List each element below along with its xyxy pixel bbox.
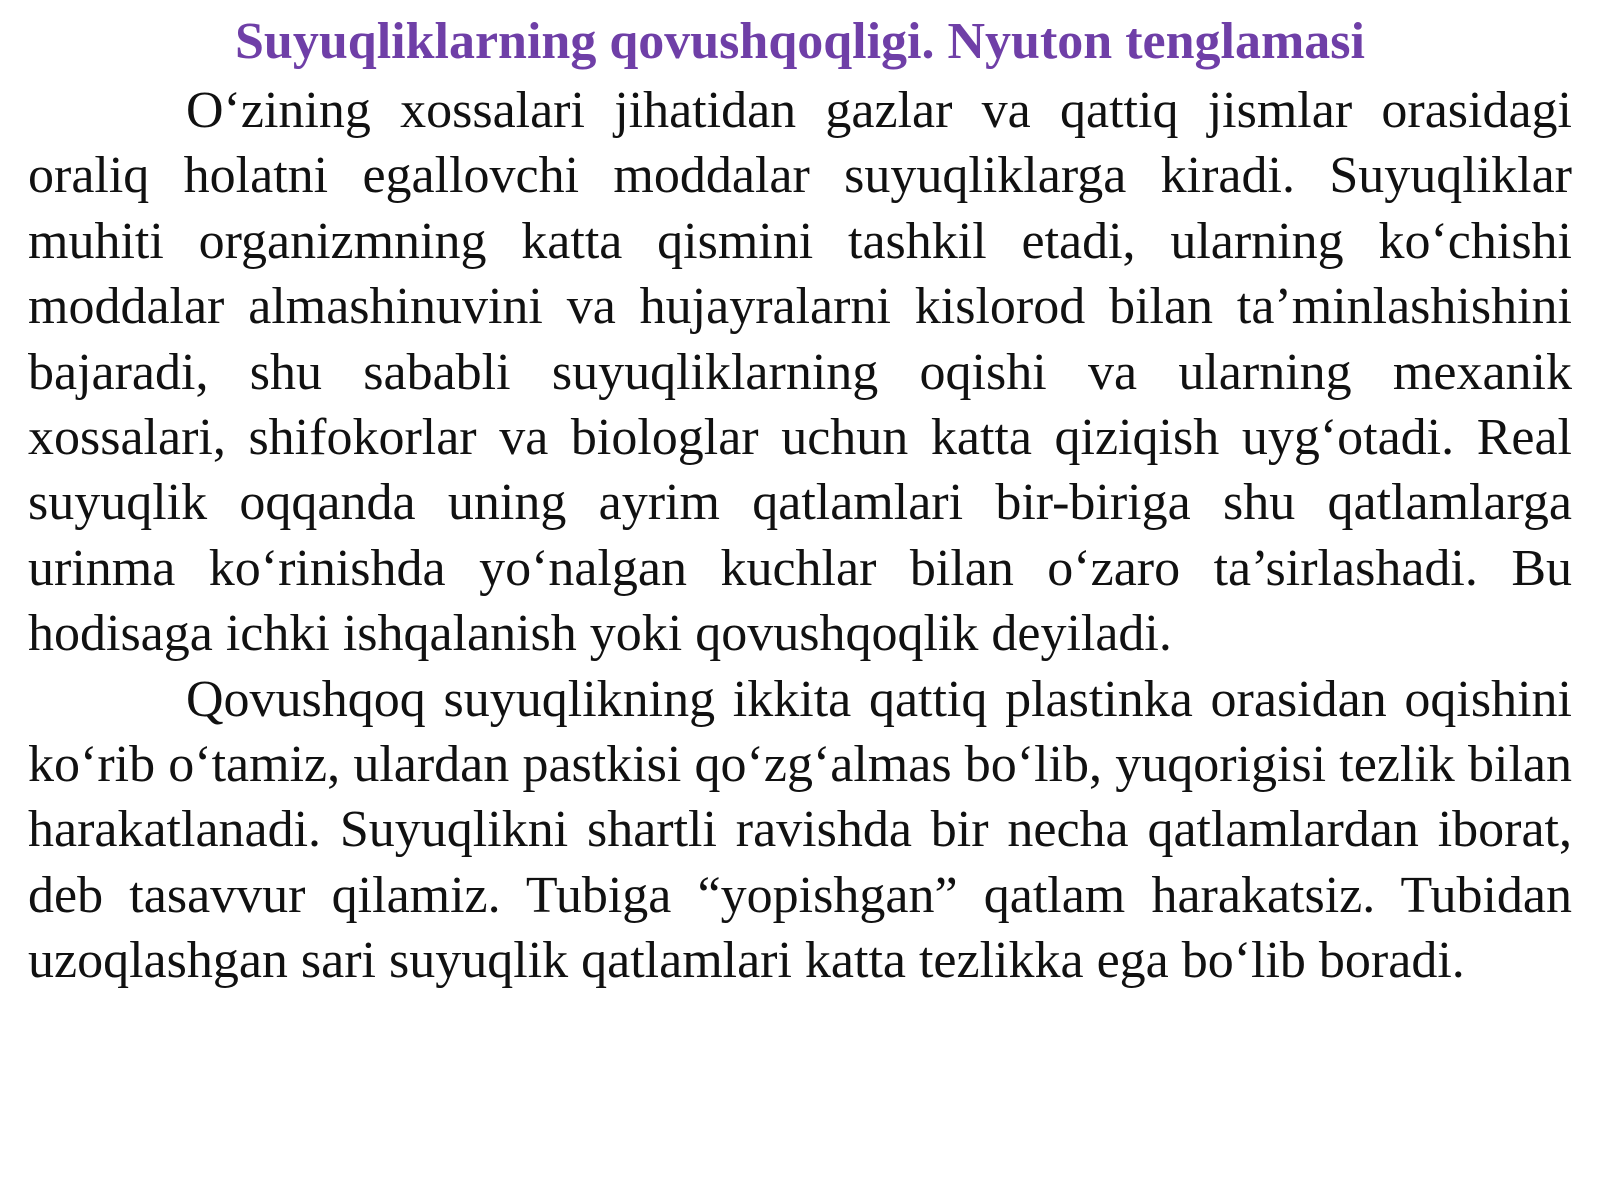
paragraph-2: Qovushqoq suyuqlikning ikkita qattiq plastinka orasidan oqishini ko‘rib o‘tamiz, ulardan pastkisi qo‘zg‘almas bo‘lib, yuqorigisi tezlik bilan harakatlanadi. Suyuqlikni shartli ravishda bir necha qatlamlardan iborat, deb tasavvur qilamiz. Tubiga “yopishgan” qatlam harakatsiz. Tubidan uzoqlashgan sari suyuqlik qatlamlari katta tezlikka ega bo‘lib boradi. <box>28 670 1572 990</box>
paragraph-1: O‘zining xossalari jihatidan gazlar va qattiq jismlar orasidagi oraliq holatni egallovchi moddalar suyuqliklarga kiradi. Suyuqliklar muhiti organizmning katta qismini tashkil etadi, ularning ko‘chishi moddalar almashinuvini va hujayralarni kislorod bilan ta’minlashishini bajaradi, shu sababli suyuqliklarning oqishi va ularning mexanik xossalari, shifokorlar va biologlar uchun katta qiziqish uyg‘otadi. Real suyuqlik oqqanda uning ayrim qatlamlari bir-biriga shu qatlamlarga urinma ko‘rinishda yo‘nalgan kuchlar bilan o‘zaro ta’sirlashadi. Bu hodisaga ichki ishqalanish yoki qovushqoqlik deyiladi. <box>28 82 1572 663</box>
document-body <box>28 78 1572 994</box>
page-title: Suyuqliklarning qovushqoqligi. Nyuton tenglamasi <box>235 13 1365 70</box>
